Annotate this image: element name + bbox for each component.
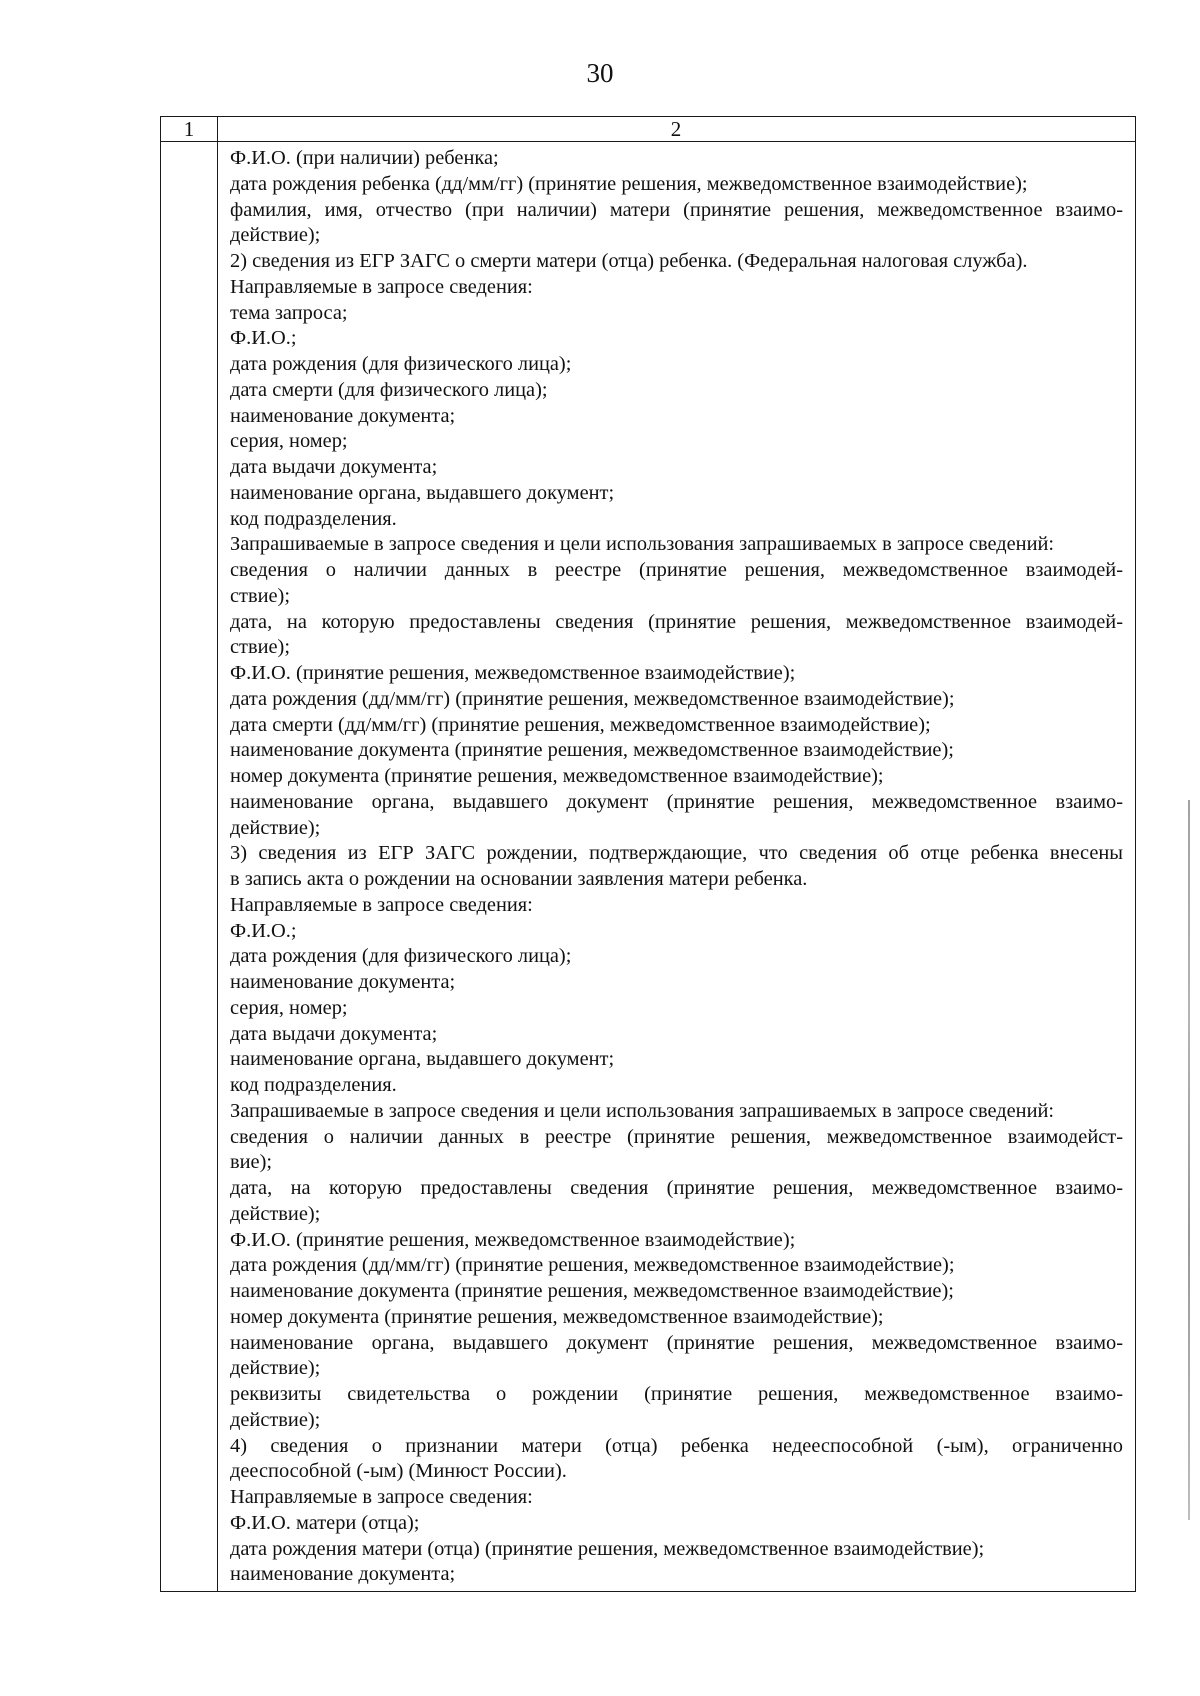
text-line: наименование органа, выдавшего документ;: [230, 481, 615, 504]
text-line: дееспособной (-ым) (Минюст России).: [230, 1460, 567, 1483]
text-line: ствие);: [230, 584, 291, 607]
text-line: Ф.И.О. матери (отца);: [230, 1511, 420, 1534]
text-line: серия, номер;: [230, 430, 348, 453]
text-line: вие);: [230, 1151, 273, 1174]
text-line: наименование документа;: [230, 1563, 456, 1586]
text-line: дата выдачи документа;: [230, 456, 438, 478]
text-line: дата рождения (дд/мм/гг) (принятие решения, межведомственное взаимодействие);: [230, 687, 955, 710]
text-line: действие);: [230, 816, 321, 839]
document-table: [160, 116, 1136, 1592]
text-line: Ф.И.О.;: [230, 327, 297, 350]
text-line: Ф.И.О. (при наличии) ребенка;: [230, 147, 499, 169]
text-line: наименование органа, выдавшего документ (принятие решения, межведомственное взаимо-: [230, 1331, 1123, 1354]
table-header-row: [161, 117, 1135, 142]
text-line: номер документа (принятие решения, межведомственное взаимодействие);: [230, 1305, 884, 1328]
column-divider: [217, 117, 218, 1591]
text-line: наименование документа;: [230, 971, 456, 993]
text-line: действие);: [230, 1357, 321, 1380]
text-line: дата смерти (для физического лица);: [230, 378, 548, 401]
text-line: дата смерти (дд/мм/гг) (принятие решения, межведомственное взаимодействие);: [230, 713, 931, 736]
text-line: дата рождения (для физического лица);: [230, 945, 572, 968]
text-line: 2) сведения из ЕГР ЗАГС о смерти матери (отца) ребенка. (Федеральная налоговая служба).: [230, 250, 1028, 272]
text-line: Запрашиваемые в запросе сведения и цели использования запрашиваемых в запросе сведений:: [230, 533, 1055, 556]
text-line: Направляемые в запросе сведения:: [230, 893, 533, 916]
text-line: в запись акта о рождении на основании заявления матери ребенка.: [230, 868, 808, 890]
text-line: код подразделения.: [230, 1074, 397, 1096]
text-line: дата рождения (для физического лица);: [230, 353, 572, 375]
text-line: действие);: [230, 224, 321, 247]
text-line: фамилия, имя, отчество (при наличии) матери (принятие решения, межведомственное взаимо-: [230, 198, 1123, 221]
text-line: дата выдачи документа;: [230, 1022, 438, 1045]
text-line: серия, номер;: [230, 996, 348, 1019]
text-line: Ф.И.О.;: [230, 919, 297, 942]
text-line: наименование документа (принятие решения, межведомственное взаимодействие);: [230, 739, 954, 762]
scan-edge-artifact: [1188, 800, 1190, 1520]
text-line: реквизиты свидетельства о рождении (принятие решения, межведомственное взаимо-: [230, 1383, 1123, 1405]
page-number: 30: [586, 58, 614, 88]
text-line: дата рождения матери (отца) (принятие решения, межведомственное взаимодействие);: [230, 1537, 985, 1560]
text-line: Запрашиваемые в запросе сведения и цели использования запрашиваемых в запросе сведений:: [230, 1099, 1055, 1122]
text-line: 4) сведения о признании матери (отца) ребенка недееспособной (-ым), ограниченно: [230, 1434, 1123, 1457]
text-line: наименование документа (принятие решения, межведомственное взаимодействие);: [230, 1280, 954, 1302]
text-line: наименование органа, выдавшего документ;: [230, 1048, 615, 1071]
text-line: сведения о наличии данных в реестре (принятие решения, межведомственное взаимодейст-: [230, 1125, 1123, 1148]
text-line: код подразделения.: [230, 507, 397, 530]
text-line: сведения о наличии данных в реестре (принятие решения, межведомственное взаимодей-: [230, 559, 1123, 581]
text-line: Направляемые в запросе сведения:: [230, 1486, 533, 1508]
text-line: тема запроса;: [230, 301, 348, 324]
text-line: наименование документа;: [230, 404, 456, 427]
text-line: дата рождения ребенка (дд/мм/гг) (принятие решения, межведомственное взаимодействие);: [230, 172, 1028, 195]
text-line: Ф.И.О. (принятие решения, межведомственное взаимодействие);: [230, 662, 796, 684]
text-line: дата, на которую предоставлены сведения (принятие решения, межведомственное взаимодей-: [230, 610, 1123, 633]
text-line: действие);: [230, 1408, 321, 1431]
text-line: Ф.И.О. (принятие решения, межведомственное взаимодействие);: [230, 1228, 796, 1251]
text-line: 3) сведения из ЕГР ЗАГС рождении, подтверждающие, что сведения об отце ребенка внесены: [230, 842, 1123, 865]
text-line: дата, на которую предоставлены сведения (принятие решения, межведомственное взаимо-: [230, 1177, 1123, 1199]
text-line: ствие);: [230, 636, 291, 659]
text-line: наименование органа, выдавшего документ (принятие решения, межведомственное взаимо-: [230, 790, 1123, 813]
column-1-header: 1: [183, 117, 195, 141]
text-line: действие);: [230, 1202, 321, 1225]
table-cell-content: [230, 146, 1123, 1588]
column-2-header: 2: [670, 117, 682, 141]
text-line: Направляемые в запросе сведения:: [230, 275, 533, 298]
text-line: дата рождения (дд/мм/гг) (принятие решения, межведомственное взаимодействие);: [230, 1254, 955, 1277]
text-line: номер документа (принятие решения, межведомственное взаимодействие);: [230, 765, 884, 787]
